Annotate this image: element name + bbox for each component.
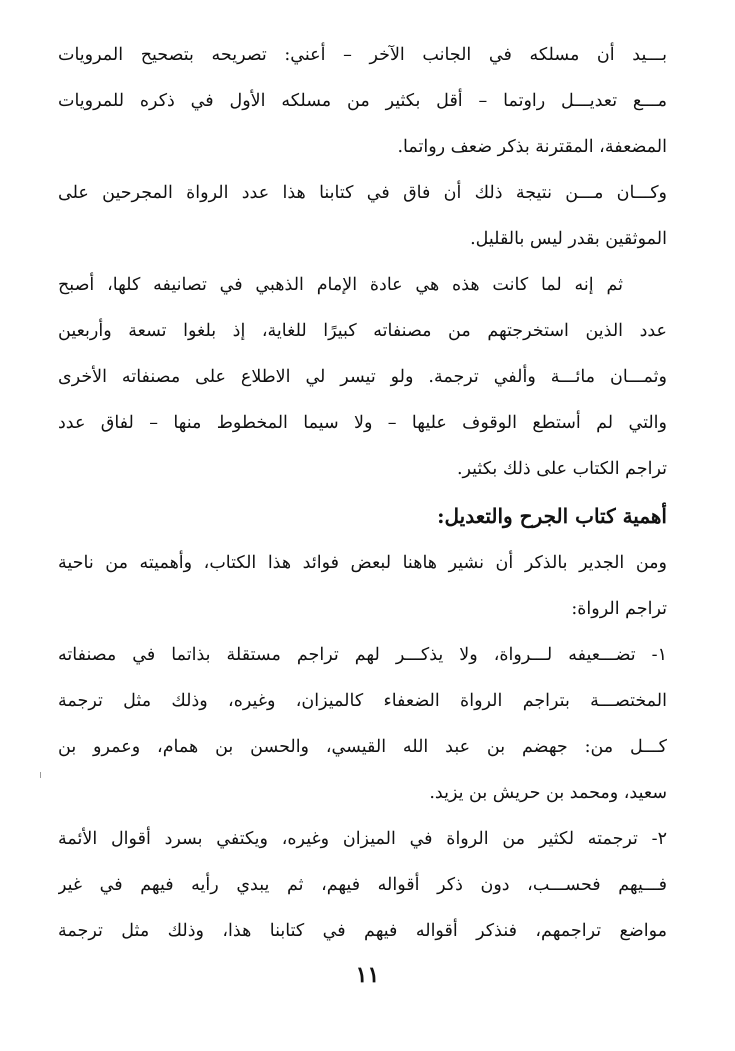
text-line: ومن الجدير بالذكر أن نشير هاهنا لبعض فوائد هذا الكتاب، وأهميته من ناحية xyxy=(58,553,667,573)
margin-speck xyxy=(40,772,41,778)
paragraph-3 xyxy=(58,262,667,492)
text-line: وثمـــان مائـــة وألفي ترجمة. ولو تيسر لي الاطلاع على مصنفاته الأخرى xyxy=(58,367,667,387)
text-line: تراجم الرواة: xyxy=(571,599,667,619)
text-line: مـــع تعديـــل راوتما – أقل بكثير من مسلكه الأول في ذكره للمرويات xyxy=(58,91,667,111)
text-line: كـــل من: جهضم بن عبد الله القيسي، والحسن بن همام، وعمرو بن xyxy=(58,737,667,757)
page-text xyxy=(58,32,667,954)
text-line: سعيد، ومحمد بن حريش بن يزيد. xyxy=(429,783,667,803)
text-line: ثم إنه لما كانت هذه هي عادة الإمام الذهبي في تصانيفه كلها، أصبح xyxy=(58,275,623,295)
text-line: والتي لم أستطع الوقوف عليها – ولا سيما المخطوط منها – لفاق عدد xyxy=(58,413,667,433)
text-line: الموثقين بقدر ليس بالقليل. xyxy=(470,229,667,249)
text-line: ١- تضـــعيفه لـــرواة، ولا يذكـــر لهم تراجم مستقلة بذاتما في مصنفاته xyxy=(58,645,667,665)
section-heading: أهمية كتاب الجرح والتعديل: xyxy=(437,504,667,528)
text-line: عدد الذين استخرجتهم من مصنفاته كبيرًا للغاية، إذ بلغوا تسعة وأربعين xyxy=(58,321,667,341)
text-line: تراجم الكتاب على ذلك بكثير. xyxy=(456,459,667,479)
text-line: وكـــان مـــن نتيجة ذلك أن فاق في كتابنا هذا عدد الرواة المجرحين على xyxy=(58,183,667,203)
list-item-1 xyxy=(58,632,667,816)
text-line: فـــيهم فحســـب، دون ذكر أقواله فيهم، ثم يبدي رأيه فيهم في غير xyxy=(58,875,667,895)
paragraph-2 xyxy=(58,170,667,262)
list-item-2 xyxy=(58,816,667,954)
paragraph-4 xyxy=(58,540,667,632)
text-line: بـــيد أن مسلكه في الجانب الآخر – أعني: تصريحه بتصحيح المرويات xyxy=(58,45,667,65)
paragraph-1 xyxy=(58,32,667,170)
text-line: مواضع تراجمهم، فنذكر أقواله فيهم في كتابنا هذا، وذلك مثل ترجمة xyxy=(58,921,667,941)
text-line: ٢- ترجمته لكثير من الرواة في الميزان وغيره، ويكتفي بسرد أقوال الأئمة xyxy=(58,829,667,849)
text-line: المضعفة، المقترنة بذكر ضعف رواتما. xyxy=(397,137,667,157)
page-number: ١١ xyxy=(355,962,380,988)
text-line: المختصـــة بتراجم الرواة الضعفاء كالميزان، وغيره، وذلك مثل ترجمة xyxy=(58,691,667,711)
